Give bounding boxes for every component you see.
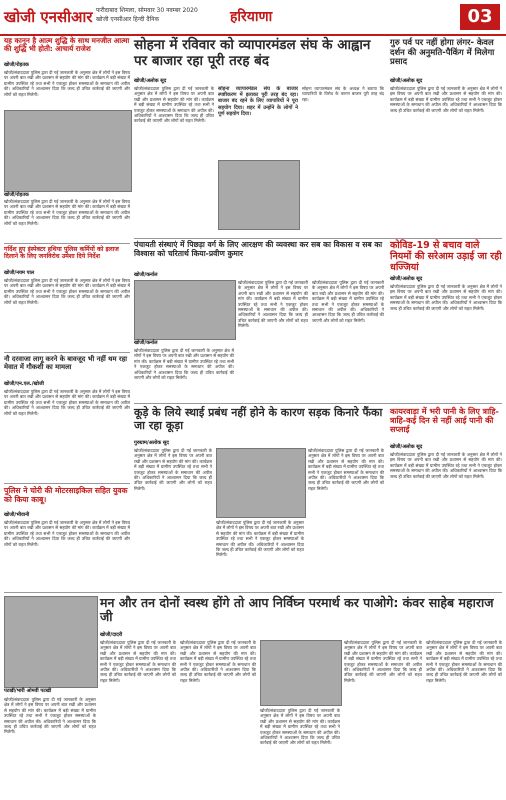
story-2-body: खोजी/संवाददाता पुलिस द्वारा दी गई जानकारी के अनुसार क्षेत्र में लोगों ने इस विषय पर अपनी बात रखी और प्रशासन से सहयोग की मांग की। कार्यक्रम में बड़ी संख्या में ग्रामीण उपस्थित रहे तथा सभी ने एकजुट होकर समस्याओं के समाधान की अपील की। अधिकारियों ने आश्वासन दिया कि जल्द ही उचित कार्रवाई की जाएगी और लोगों को राहत मिलेगी। xyxy=(4,278,130,305)
story-3-body: खोजी/संवाददाता पुलिस द्वारा दी गई जानकारी के अनुसार क्षेत्र में लोगों ने इस विषय पर अपनी बात रखी और प्रशासन से सहयोग की मांग की। कार्यक्रम में बड़ी संख्या में ग्रामीण उपस्थित रहे तथा सभी ने एकजुट होकर समस्याओं के समाधान की अपील की। अधिकारियों ने आश्वासन दिया कि जल्द ही उचित कार्रवाई की जाएगी और लोगों को राहत मिलेगी। xyxy=(134,86,214,124)
story-11-body-4: खोजी/संवाददाता पुलिस द्वारा दी गई जानकारी के अनुसार क्षेत्र में लोगों ने इस विषय पर अपनी बात रखी और प्रशासन से सहयोग की मांग की। कार्यक्रम में बड़ी संख्या में ग्रामीण उपस्थित रहे तथा सभी ने एकजुट होकर समस्याओं के समाधान की अपील की। अधिकारियों ने आश्वासन दिया कि जल्द ही उचित कार्रवाई की जाएगी और लोगों को राहत मिलेगी। xyxy=(344,640,422,683)
story-10-body-2: खोजी/संवाददाता पुलिस द्वारा दी गई जानकारी के अनुसार क्षेत्र में लोगों ने इस विषय पर अपनी बात रखी और प्रशासन से सहयोग की मांग की। कार्यक्रम में बड़ी संख्या में ग्रामीण उपस्थित रहे तथा सभी ने एकजुट होकर समस्याओं के समाधान की अपील की। अधिकारियों ने आश्वासन दिया कि जल्द ही उचित कार्रवाई की जाएगी और लोगों को राहत मिलेगी। xyxy=(4,697,96,735)
story-6-body: खोजी/संवाददाता पुलिस द्वारा दी गई जानकारी के अनुसार क्षेत्र में लोगों ने इस विषय पर अपनी बात रखी और प्रशासन से सहयोग की मांग की। कार्यक्रम में बड़ी संख्या में ग्रामीण उपस्थित रहे तथा सभी ने एकजुट होकर समस्याओं के समाधान की अपील की। अधिकारियों ने आश्वासन दिया कि जल्द ही उचित कार्रवाई की जाएगी और लोगों को राहत मिलेगी। xyxy=(390,284,502,311)
story-6-headline: कोविड-19 से बचाव वाले नियमों की सरेआम उड़ाई जा रही धज्जियां xyxy=(390,240,502,273)
newspaper-logo: खोजी एनसीआर xyxy=(4,8,93,26)
divider xyxy=(4,243,130,244)
story-10-photo xyxy=(4,596,98,688)
story-7-byline: खोजी/एन.एल./खोजी xyxy=(4,381,44,387)
story-8-body-2: खोजी/संवाददाता पुलिस द्वारा दी गई जानकारी के अनुसार क्षेत्र में लोगों ने इस विषय पर अपनी बात रखी और प्रशासन से सहयोग की मांग की। कार्यक्रम में बड़ी संख्या में ग्रामीण उपस्थित रहे तथा सभी ने एकजुट होकर समस्याओं के समाधान की अपील की। अधिकारियों ने आश्वासन दिया कि जल्द ही उचित कार्रवाई की जाएगी और लोगों को राहत मिलेगी। xyxy=(216,520,304,558)
story-5-body: खोजी/संवाददाता पुलिस द्वारा दी गई जानकारी के अनुसार क्षेत्र में लोगों ने इस विषय पर अपनी बात रखी और प्रशासन से सहयोग की मांग की। कार्यक्रम में बड़ी संख्या में ग्रामीण उपस्थित रहे तथा सभी ने एकजुट होकर समस्याओं के समाधान की अपील की। अधिकारियों ने आश्वासन दिया कि जल्द ही उचित कार्रवाई की जाएगी और लोगों को राहत मिलेगी। xyxy=(238,280,308,329)
story-8-headline: कूड़े के लिये स्थाई प्रबंध नहीं होने के कारण सड़क किनारे फैंका जा रहा कूड़ा xyxy=(134,406,383,432)
story-5-byline: खोजी/कर्नाल xyxy=(134,272,158,278)
story-8-photo xyxy=(216,448,306,518)
divider xyxy=(4,352,130,353)
story-8-body-3: खोजी/संवाददाता पुलिस द्वारा दी गई जानकारी के अनुसार क्षेत्र में लोगों ने इस विषय पर अपनी बात रखी और प्रशासन से सहयोग की मांग की। कार्यक्रम में बड़ी संख्या में ग्रामीण उपस्थित रहे तथा सभी ने एकजुट होकर समस्याओं के समाधान की अपील की। अधिकारियों ने आश्वासन दिया कि जल्द ही उचित कार्रवाई की जाएगी और लोगों को राहत मिलेगी। xyxy=(308,448,384,491)
divider xyxy=(4,483,130,484)
story-5-body-2: खोजी/संवाददाता पुलिस द्वारा दी गई जानकारी के अनुसार क्षेत्र में लोगों ने इस विषय पर अपनी बात रखी और प्रशासन से सहयोग की मांग की। कार्यक्रम में बड़ी संख्या में ग्रामीण उपस्थित रहे तथा सभी ने एकजुट होकर समस्याओं के समाधान की अपील की। अधिकारियों ने आश्वासन दिया कि जल्द ही उचित कार्रवाई की जाएगी और लोगों को राहत मिलेगी। xyxy=(312,280,384,323)
story-1-photo xyxy=(4,110,132,192)
story-9-byline: खोजी/अलोक सूद xyxy=(390,444,423,450)
story-10-byline: खोजी/भीवानी xyxy=(4,512,30,518)
story-10-headline: पुलिस ने चोरी की मोटरसाइकिल सहित युवक को किया काबू। xyxy=(4,486,128,504)
masthead xyxy=(0,0,506,36)
story-3-headline: सोहना में रविवार को व्यापारमंडल संघ के आह्वान पर बाजार रहा पूरी तरह बंद xyxy=(134,37,371,69)
story-11-body-5: खोजी/संवाददाता पुलिस द्वारा दी गई जानकारी के अनुसार क्षेत्र में लोगों ने इस विषय पर अपनी बात रखी और प्रशासन से सहयोग की मांग की। कार्यक्रम में बड़ी संख्या में ग्रामीण उपस्थित रहे तथा सभी ने एकजुट होकर समस्याओं के समाधान की अपील की। अधिकारियों ने आश्वासन दिया कि जल्द ही उचित कार्रवाई की जाएगी और लोगों को राहत मिलेगी। xyxy=(426,640,502,683)
story-7-headline: नौ दरवाजा लागू करने के बावजूद भी नहीं थम रहा मेवात में गौकशी का मामला xyxy=(4,355,128,371)
story-4-headline: गुरु पर्व पर नहीं होगा लंगर- केवल दर्शन की अनुमति-पैकिंग में मिलेगा प्रसाद xyxy=(390,37,495,67)
story-5-body-3: खोजी/संवाददाता पुलिस द्वारा दी गई जानकारी के अनुसार क्षेत्र में लोगों ने इस विषय पर अपनी बात रखी और प्रशासन से सहयोग की मांग की। कार्यक्रम में बड़ी संख्या में ग्रामीण उपस्थित रहे तथा सभी ने एकजुट होकर समस्याओं के समाधान की अपील की। अधिकारियों ने आश्वासन दिया कि जल्द ही उचित कार्रवाई की जाएगी और लोगों को राहत मिलेगी। xyxy=(134,348,234,381)
story-2-byline: खोजी/नयम पाल xyxy=(4,270,35,276)
story-3-body-2: सोहना व्यापारमंडल संघ के अध्यक्ष ने बताया कि व्यापारियों के विरोध के कारण बाजार पूरी तरह बंद रहा। xyxy=(302,86,384,102)
story-1-byline: खोजी/रोहतक xyxy=(4,62,29,68)
story-11-body-3: खोजी/संवाददाता पुलिस द्वारा दी गई जानकारी के अनुसार क्षेत्र में लोगों ने इस विषय पर अपनी बात रखी और प्रशासन से सहयोग की मांग की। कार्यक्रम में बड़ी संख्या में ग्रामीण उपस्थित रहे तथा सभी ने एकजुट होकर समस्याओं के समाधान की अपील की। अधिकारियों ने आश्वासन दिया कि जल्द ही उचित कार्रवाई की जाएगी और लोगों को राहत मिलेगी। xyxy=(260,708,340,746)
story-5-caption: खोजी/कर्नाल xyxy=(134,340,158,346)
story-5-photo xyxy=(134,280,236,340)
story-4-byline: खोजी/अलोक सूद xyxy=(390,78,423,84)
story-9-body: खोजी/संवाददाता पुलिस द्वारा दी गई जानकारी के अनुसार क्षेत्र में लोगों ने इस विषय पर अपनी बात रखी और प्रशासन से सहयोग की मांग की। कार्यक्रम में बड़ी संख्या में ग्रामीण उपस्थित रहे तथा सभी ने एकजुट होकर समस्याओं के समाधान की अपील की। अधिकारियों ने आश्वासन दिया कि जल्द ही उचित कार्रवाई की जाएगी और लोगों को राहत मिलेगी। xyxy=(390,452,502,479)
story-11-body: खोजी/संवाददाता पुलिस द्वारा दी गई जानकारी के अनुसार क्षेत्र में लोगों ने इस विषय पर अपनी बात रखी और प्रशासन से सहयोग की मांग की। कार्यक्रम में बड़ी संख्या में ग्रामीण उपस्थित रहे तथा सभी ने एकजुट होकर समस्याओं के समाधान की अपील की। अधिकारियों ने आश्वासन दिया कि जल्द ही उचित कार्रवाई की जाएगी और लोगों को राहत मिलेगी। xyxy=(100,640,176,683)
story-1-caption: खोजी/रोहतक xyxy=(4,192,29,198)
story-11-headline: मन और तन दोनों स्वस्थ होंगे तो आप निर्विघ्न परमार्थ कर पाओगे: कंवर साहेब महाराज जी xyxy=(100,595,494,625)
story-10-body: खोजी/संवाददाता पुलिस द्वारा दी गई जानकारी के अनुसार क्षेत्र में लोगों ने इस विषय पर अपनी बात रखी और प्रशासन से सहयोग की मांग की। कार्यक्रम में बड़ी संख्या में ग्रामीण उपस्थित रहे तथा सभी ने एकजुट होकर समस्याओं के समाधान की अपील की। अधिकारियों ने आश्वासन दिया कि जल्द ही उचित कार्रवाई की जाएगी और लोगों को राहत मिलेगी। xyxy=(4,520,130,547)
story-3-highlight: सोहना व्यापारमंडल संघ के बाजार स्पष्टीकरण में इलाका पूरी तरह बंद रहा। बाजार बंद रहने के लिए व्यापारियों ने पूरा सहयोग दिया। शहर में उन्होंने के लोगों ने पूर्ण सहयोग दिया। xyxy=(218,86,298,117)
issue-date: फरीदाबाद शिमला, सोमवार 30 नवम्बर 2020 xyxy=(96,7,198,14)
story-3-photo xyxy=(218,160,300,230)
story-4-body: खोजी/संवाददाता पुलिस द्वारा दी गई जानकारी के अनुसार क्षेत्र में लोगों ने इस विषय पर अपनी बात रखी और प्रशासन से सहयोग की मांग की। कार्यक्रम में बड़ी संख्या में ग्रामीण उपस्थित रहे तथा सभी ने एकजुट होकर समस्याओं के समाधान की अपील की। अधिकारियों ने आश्वासन दिया कि जल्द ही उचित कार्रवाई की जाएगी और लोगों को राहत मिलेगी। xyxy=(390,86,502,113)
story-3-byline: खोजी/अलोक सूद xyxy=(134,78,167,84)
story-9-headline: कायरवाड़ा में भरी पानी के लिए त्राहि-त्राहि-कई दिन से नहीं आई पानी की सप्लाई xyxy=(390,407,499,435)
story-8-byline: गुरुग्राम/अलोक सूद xyxy=(134,440,169,446)
story-1-body-2: खोजी/संवाददाता पुलिस द्वारा दी गई जानकारी के अनुसार क्षेत्र में लोगों ने इस विषय पर अपनी बात रखी और प्रशासन से सहयोग की मांग की। कार्यक्रम में बड़ी संख्या में ग्रामीण उपस्थित रहे तथा सभी ने एकजुट होकर समस्याओं के समाधान की अपील की। अधिकारियों ने आश्वासन दिया कि जल्द ही उचित कार्रवाई की जाएगी और लोगों को राहत मिलेगी। xyxy=(4,199,130,226)
issue-meta xyxy=(96,6,216,24)
publication-line: खोजी एनसीआर हिन्दी दैनिक xyxy=(96,16,160,23)
divider xyxy=(4,592,502,593)
story-11-byline: खोजी/दादरी xyxy=(100,632,123,638)
story-8-body: खोजी/संवाददाता पुलिस द्वारा दी गई जानकारी के अनुसार क्षेत्र में लोगों ने इस विषय पर अपनी बात रखी और प्रशासन से सहयोग की मांग की। कार्यक्रम में बड़ी संख्या में ग्रामीण उपस्थित रहे तथा सभी ने एकजुट होकर समस्याओं के समाधान की अपील की। अधिकारियों ने आश्वासन दिया कि जल्द ही उचित कार्रवाई की जाएगी और लोगों को राहत मिलेगी। xyxy=(134,448,212,491)
divider xyxy=(134,403,502,404)
story-5-headline: पंचायती संस्थाएं में पिछड़ा वर्ग के लिए आरक्षण की व्यवस्था कर सब का विकास व सब का विश्वास को चरितार्थ किया-प्रवीण कुमार xyxy=(134,240,383,258)
story-11-body-2: खोजी/संवाददाता पुलिस द्वारा दी गई जानकारी के अनुसार क्षेत्र में लोगों ने इस विषय पर अपनी बात रखी और प्रशासन से सहयोग की मांग की। कार्यक्रम में बड़ी संख्या में ग्रामीण उपस्थित रहे तथा सभी ने एकजुट होकर समस्याओं के समाधान की अपील की। अधिकारियों ने आश्वासन दिया कि जल्द ही उचित कार्रवाई की जाएगी और लोगों को राहत मिलेगी। xyxy=(180,640,256,683)
story-2-headline: गर्दिश हुए इंस्पेक्टर हथिया पुलिस कर्मियों को इलाज दिलाने के लिए जनविरोध उमेशा दिये निर्देश xyxy=(4,246,119,261)
section-title: हरियाणा xyxy=(230,9,273,25)
story-10-caption: पटखी/भारी ओमवी पटखी xyxy=(4,688,52,694)
story-11-photo xyxy=(260,640,342,706)
story-6-byline: खोजी/अलोक सूद xyxy=(390,276,423,282)
divider xyxy=(134,238,502,239)
story-1-headline: यह कानून है आत्म शुद्धि के साथ मनजीत आत्मा की शुद्धि भी होती: आचार्य राजेश xyxy=(4,36,130,54)
page-number: 03 xyxy=(460,4,500,30)
story-1-body: खोजी/संवाददाता पुलिस द्वारा दी गई जानकारी के अनुसार क्षेत्र में लोगों ने इस विषय पर अपनी बात रखी और प्रशासन से सहयोग की मांग की। कार्यक्रम में बड़ी संख्या में ग्रामीण उपस्थित रहे तथा सभी ने एकजुट होकर समस्याओं के समाधान की अपील की। अधिकारियों ने आश्वासन दिया कि जल्द ही उचित कार्रवाई की जाएगी और लोगों को राहत मिलेगी। xyxy=(4,70,130,97)
story-7-body: खोजी/संवाददाता पुलिस द्वारा दी गई जानकारी के अनुसार क्षेत्र में लोगों ने इस विषय पर अपनी बात रखी और प्रशासन से सहयोग की मांग की। कार्यक्रम में बड़ी संख्या में ग्रामीण उपस्थित रहे तथा सभी ने एकजुट होकर समस्याओं के समाधान की अपील की। अधिकारियों ने आश्वासन दिया कि जल्द ही उचित कार्रवाई की जाएगी और लोगों को राहत मिलेगी। xyxy=(4,389,130,416)
